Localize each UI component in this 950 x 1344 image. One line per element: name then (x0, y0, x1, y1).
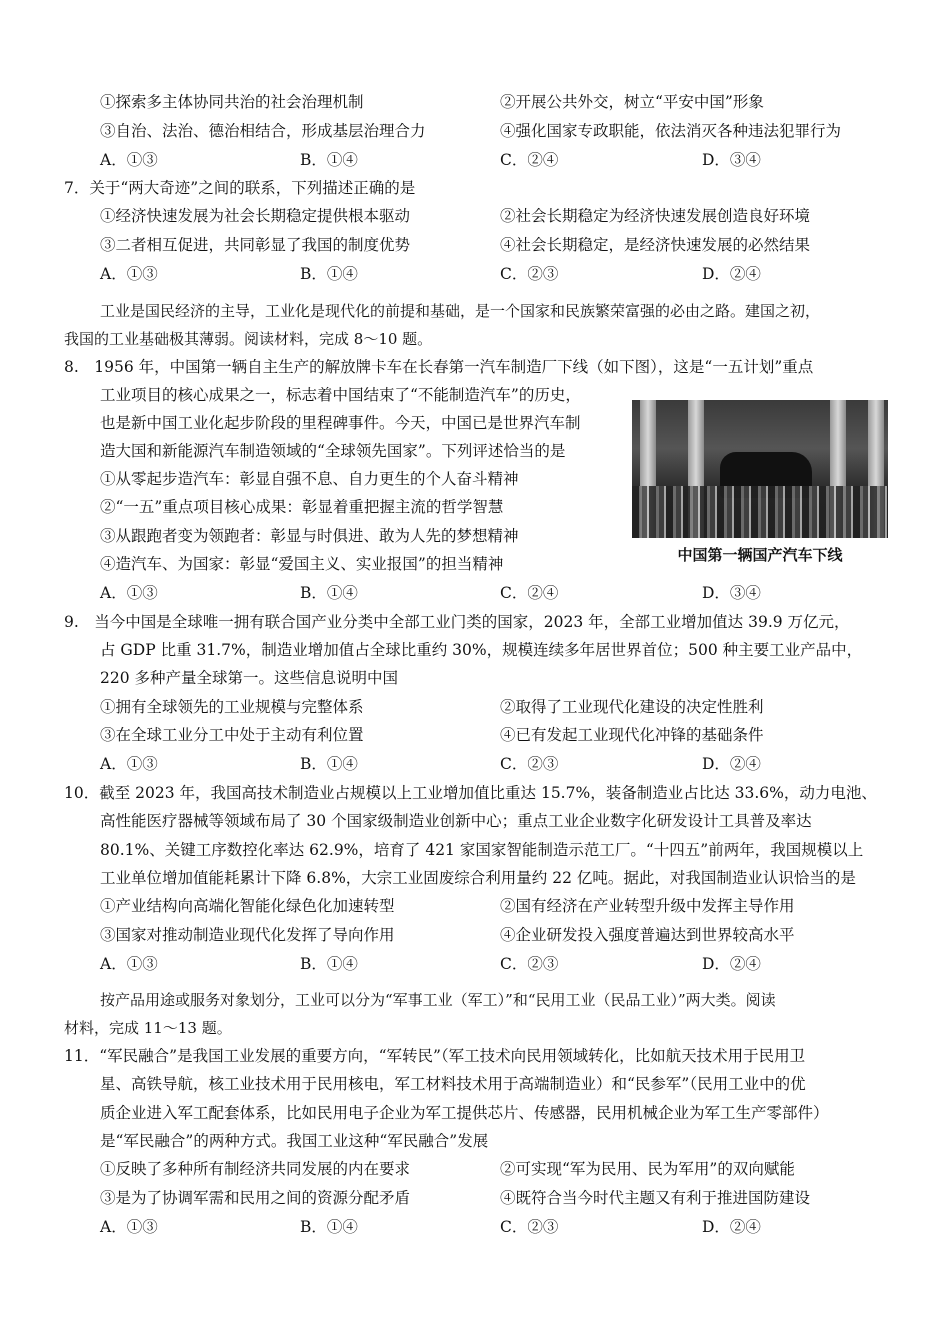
q8-option-1: ①从零起步造汽车：彰显自强不息、自力更生的个人奋斗精神 (100, 470, 519, 488)
q8-option-3: ③从跟跑者变为领跑者：彰显与时俱进、敢为人先的梦想精神 (100, 527, 519, 545)
q7-choice-b: B．①④ (300, 265, 358, 283)
q11-option-1: ①反映了多种所有制经济共同发展的内在要求 (100, 1160, 411, 1178)
q7-choice-d: D．②④ (702, 265, 761, 283)
q6-option-3: ③自治、法治、德治相结合，形成基层治理合力 (100, 122, 426, 140)
first-car-photo (632, 400, 888, 538)
q6-option-1: ①探索多主体协同共治的社会治理机制 (100, 93, 364, 111)
q11-stem-line-3: 质企业进入军工配套体系，比如民用电子企业为军工提供芯片、传感器，民用机械企业为军工生产零部件） (100, 1104, 829, 1122)
q11-stem-line-4: 是“军民融合”的两种方式。我国工业这种“军民融合”发展 (100, 1132, 489, 1150)
q10-stem-line-2: 高性能医疗器械等领域布局了 30 个国家级制造业创新中心；重点工业企业数字化研发设计工具普及率达 (100, 812, 812, 830)
photo-caption: 中国第一辆国产汽车下线 (677, 546, 843, 564)
q8-option-2: ②“一五”重点项目核心成果：彰显着重把握主流的哲学智慧 (100, 498, 504, 516)
q9-option-2: ②取得了工业现代化建设的决定性胜利 (500, 698, 764, 716)
q7-option-3: ③二者相互促进，共同彰显了我国的制度优势 (100, 236, 411, 254)
q11-stem-line-2: 星、高铁导航，核工业技术用于民用核电，军工材料技术用于高端制造业）和“民参军”（民用工业中的优 (100, 1075, 806, 1093)
q10-stem-line-3: 80.1%、关键工序数控化率达 62.9%，培育了 421 家国家智能制造示范工厂。“十四五”前两年，我国规模以上 (100, 841, 864, 859)
q6-choice-a: A．①③ (100, 151, 158, 169)
q7-option-4: ④社会长期稳定，是经济快速发展的必然结果 (500, 236, 811, 254)
passage-2-line-2: 材料，完成 11～13 题。 (64, 1019, 232, 1037)
q10-option-2: ②国有经济在产业转型升级中发挥主导作用 (500, 897, 795, 915)
q10-option-4: ④企业研发投入强度普遍达到世界较高水平 (500, 926, 795, 944)
q8-choice-d: D．③④ (702, 584, 761, 602)
q11-choice-d: D．②④ (702, 1218, 761, 1236)
q9-option-1: ①拥有全球领先的工业规模与完整体系 (100, 698, 364, 716)
q11-choice-b: B．①④ (300, 1218, 358, 1236)
q8-stem-line-1: 8. 1956 年，中国第一辆自主生产的解放牌卡车在长春第一汽车制造厂下线（如下图），这是“一五计划”重点 (64, 358, 814, 376)
q10-choice-c: C．②③ (500, 955, 559, 973)
q8-choice-a: A．①③ (100, 584, 158, 602)
q9-choice-a: A．①③ (100, 755, 158, 773)
q10-option-3: ③国家对推动制造业现代化发挥了导向作用 (100, 926, 395, 944)
q7-stem: 7．关于“两大奇迹”之间的联系，下列描述正确的是 (64, 179, 416, 197)
q11-choice-a: A．①③ (100, 1218, 158, 1236)
q6-choice-b: B．①④ (300, 151, 358, 169)
q7-choice-a: A．①③ (100, 265, 158, 283)
q9-stem-line-1: 9. 当今中国是全球唯一拥有联合国产业分类中全部工业门类的国家，2023 年，全部工业增加值达 39.9 万亿元， (64, 613, 850, 631)
q7-option-2: ②社会长期稳定为经济快速发展创造良好环境 (500, 207, 811, 225)
q8-option-4: ④造汽车、为国家：彰显“爱国主义、实业报国”的担当精神 (100, 555, 504, 573)
q10-choice-b: B．①④ (300, 955, 358, 973)
q10-stem-line-1: 10．截至 2023 年，我国高技术制造业占规模以上工业增加值比重达 15.7%，装备制造业占比达 33.6%，动力电池、 (64, 784, 877, 802)
q6-choice-d: D．③④ (702, 151, 761, 169)
q8-stem-line-3: 也是新中国工业化起步阶段的里程碑事件。今天，中国已是世界汽车制 (100, 414, 581, 432)
q11-stem-line-1: 11．“军民融合”是我国工业发展的重要方向，“军转民”（军工技术向民用领域转化，比如航天技术用于民用卫 (64, 1047, 806, 1065)
q6-option-2: ②开展公共外交，树立“平安中国”形象 (500, 93, 764, 111)
q6-choice-c: C．②④ (500, 151, 559, 169)
q11-option-3: ③是为了协调军需和民用之间的资源分配矛盾 (100, 1189, 411, 1207)
q7-choice-c: C．②③ (500, 265, 559, 283)
q9-option-4: ④已有发起工业现代化冲锋的基础条件 (500, 726, 764, 744)
q10-choice-d: D．②④ (702, 955, 761, 973)
q11-option-4: ④既符合当今时代主题又有利于推进国防建设 (500, 1189, 811, 1207)
q7-option-1: ①经济快速发展为社会长期稳定提供根本驱动 (100, 207, 411, 225)
q8-choice-b: B．①④ (300, 584, 358, 602)
q9-choice-b: B．①④ (300, 755, 358, 773)
crowd-shape (632, 486, 888, 538)
passage-1-line-1: 工业是国民经济的主导，工业化是现代化的前提和基础，是一个国家和民族繁荣富强的必由之路。建国之初， (100, 302, 821, 320)
q11-choice-c: C．②③ (500, 1218, 559, 1236)
q9-stem-line-3: 220 多种产量全球第一。这些信息说明中国 (100, 669, 399, 687)
q9-choice-c: C．②③ (500, 755, 559, 773)
q9-stem-line-2: 占 GDP 比重 31.7%，制造业增加值占全球比重约 30%，规模连续多年居世界首位；500 种主要工业产品中， (100, 641, 863, 659)
q11-option-2: ②可实现“军为民用、民为军用”的双向赋能 (500, 1160, 795, 1178)
q10-stem-line-4: 工业单位增加值能耗累计下降 6.8%，大宗工业固废综合利用量约 22 亿吨。据此，对我国制造业认识恰当的是 (100, 869, 856, 887)
passage-2-line-1: 按产品用途或服务对象划分，工业可以分为“军事工业（军工）”和“民用工业（民品工业）”两大类。阅读 (100, 991, 776, 1009)
q8-choice-c: C．②④ (500, 584, 559, 602)
q9-option-3: ③在全球工业分工中处于主动有利位置 (100, 726, 364, 744)
q10-choice-a: A．①③ (100, 955, 158, 973)
q9-choice-d: D．②④ (702, 755, 761, 773)
q8-stem-line-2: 工业项目的核心成果之一，标志着中国结束了“不能制造汽车”的历史， (100, 386, 581, 404)
q8-stem-line-4: 造大国和新能源汽车制造领域的“全球领先国家”。下列评述恰当的是 (100, 442, 566, 460)
q6-option-4: ④强化国家专政职能，依法消灭各种违法犯罪行为 (500, 122, 842, 140)
passage-1-line-2: 我国的工业基础极其薄弱。阅读材料，完成 8～10 题。 (64, 330, 433, 348)
q10-option-1: ①产业结构向高端化智能化绿色化加速转型 (100, 897, 395, 915)
